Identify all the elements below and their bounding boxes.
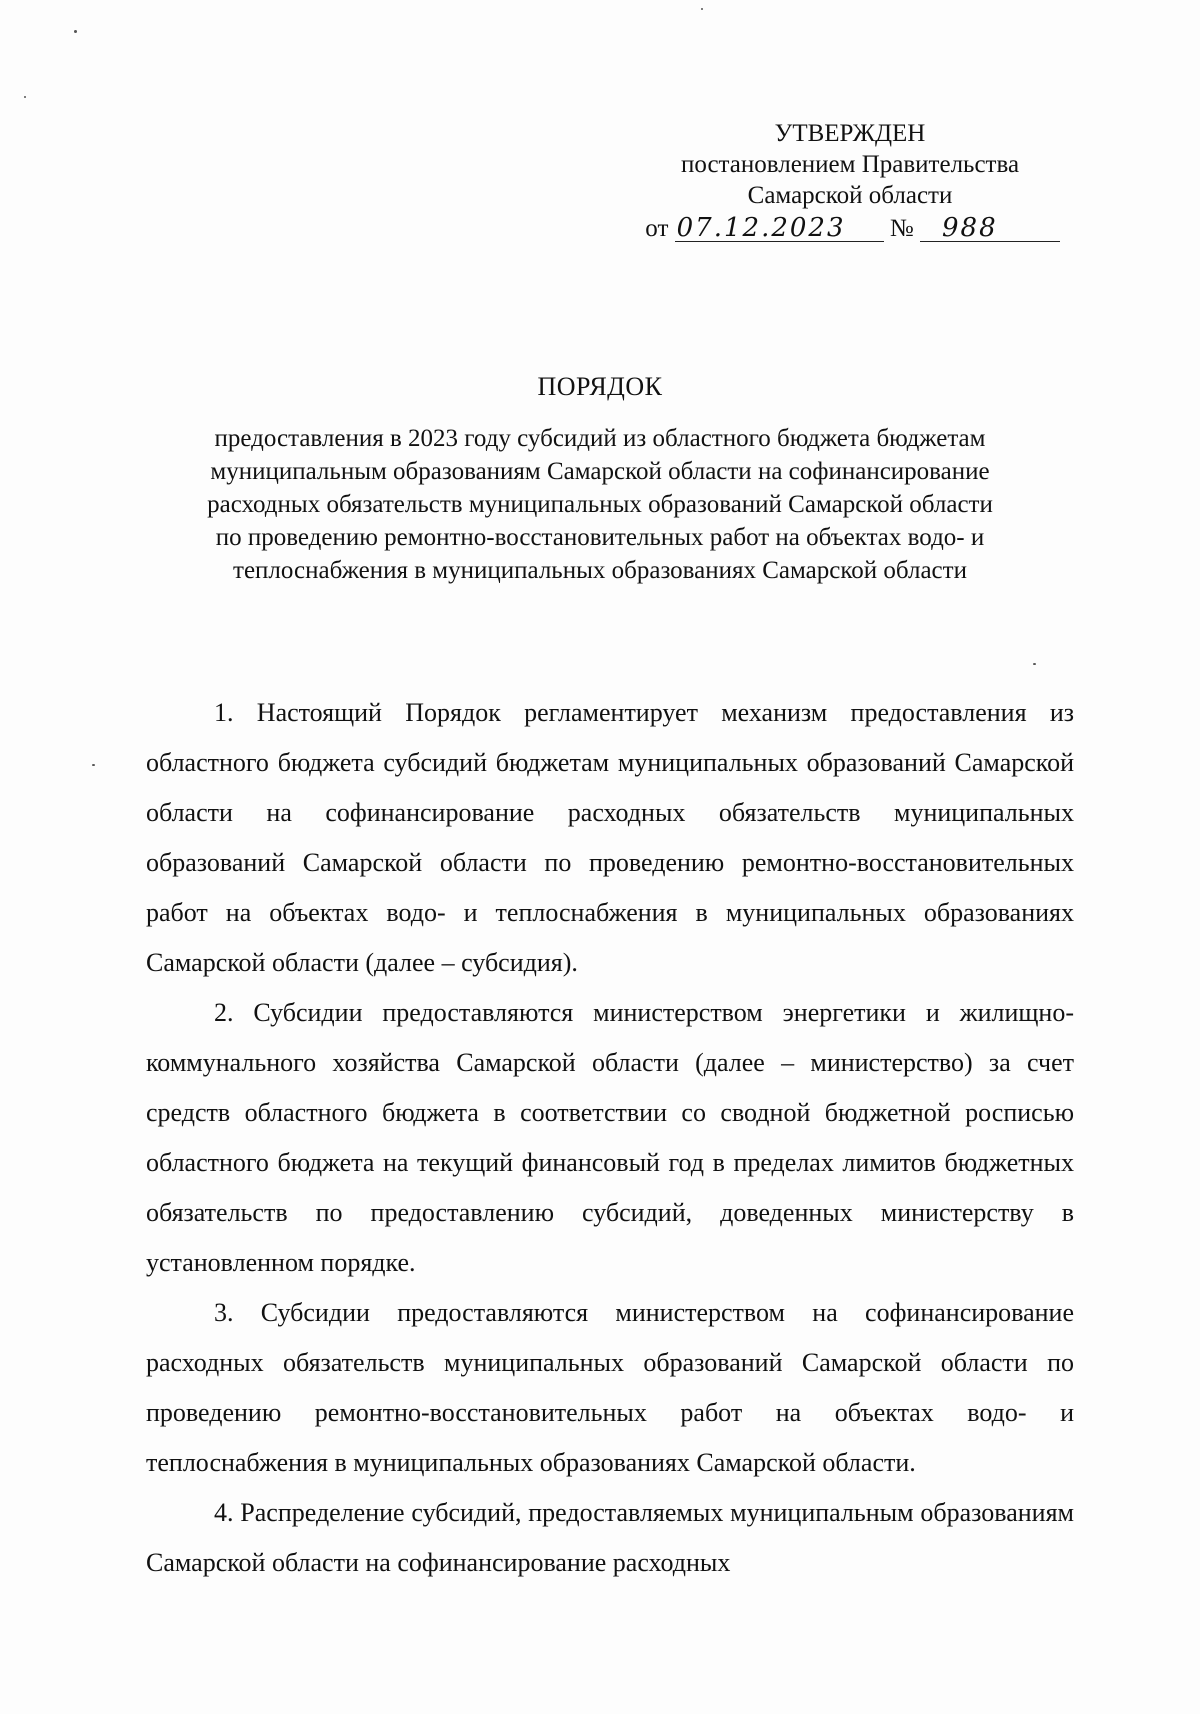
subtitle-line: теплоснабжения в муниципальных образованиях Самарской области [233, 557, 967, 584]
scan-speck [74, 30, 77, 33]
paragraph-4: 4. Распределение субсидий, предоставляемых муниципальным образованиям Самарской области на софинансирование расходных [146, 1498, 1074, 1577]
from-label: от [645, 215, 669, 242]
scan-speck [701, 8, 703, 10]
document-title: ПОРЯДОК [537, 372, 663, 401]
handwritten-date: 07.12.2023 [675, 215, 884, 242]
subtitle-line: предоставления в 2023 году субсидий из областного бюджета бюджетам [214, 425, 986, 452]
paragraph-3: 3. Субсидии предоставляются министерством на софинансирование расходных обязательств муниципальных образований Самарской области по проведению ремонтно-восстановительных работ на объектах водо- и теплоснабжения в муниципальных образованиях Самарской области. [146, 1298, 1074, 1477]
approval-stamp-block [640, 118, 1060, 244]
approval-date-line [640, 213, 1060, 244]
subtitle-line: по проведению ремонтно-восстановительных работ на объектах водо- и [215, 524, 985, 551]
paragraph-1: 1. Настоящий Порядок регламентирует механизм предоставления из областного бюджета субсидий бюджетам муниципальных образований Самарской области на софинансирование расходных обязательств муниципальных образований Самарской области по проведению ремонтно-восстановительных работ на объектах водо- и теплоснабжения в муниципальных образованиях Самарской области (далее – субсидия). [146, 698, 1074, 977]
subtitle-line: расходных обязательств муниципальных образований Самарской области [207, 491, 993, 518]
subtitle-line: муниципальным образованиям Самарской области на софинансирование [210, 458, 990, 485]
scan-speck [92, 764, 95, 766]
document-body [146, 688, 1074, 1588]
approval-decree-line: постановлением Правительства [680, 151, 1020, 178]
handwritten-number: 988 [920, 215, 1060, 242]
scan-speck [1033, 663, 1036, 665]
number-label: № [889, 215, 914, 242]
paragraph-2: 2. Субсидии предоставляются министерством энергетики и жилищно-коммунального хозяйства Самарской области (далее – министерство) за счет средств областного бюджета в соответствии со сводной бюджетной росписью областного бюджета на текущий финансовый год в пределах лимитов бюджетных обязательств по предоставлению субсидий, доведенных министерству в установленном порядке. [146, 998, 1074, 1277]
approval-region-line: Самарской области [747, 182, 953, 209]
document-subtitle [130, 422, 1070, 587]
scan-speck [24, 96, 26, 98]
approval-heading: УТВЕРЖДЕН [774, 120, 926, 147]
